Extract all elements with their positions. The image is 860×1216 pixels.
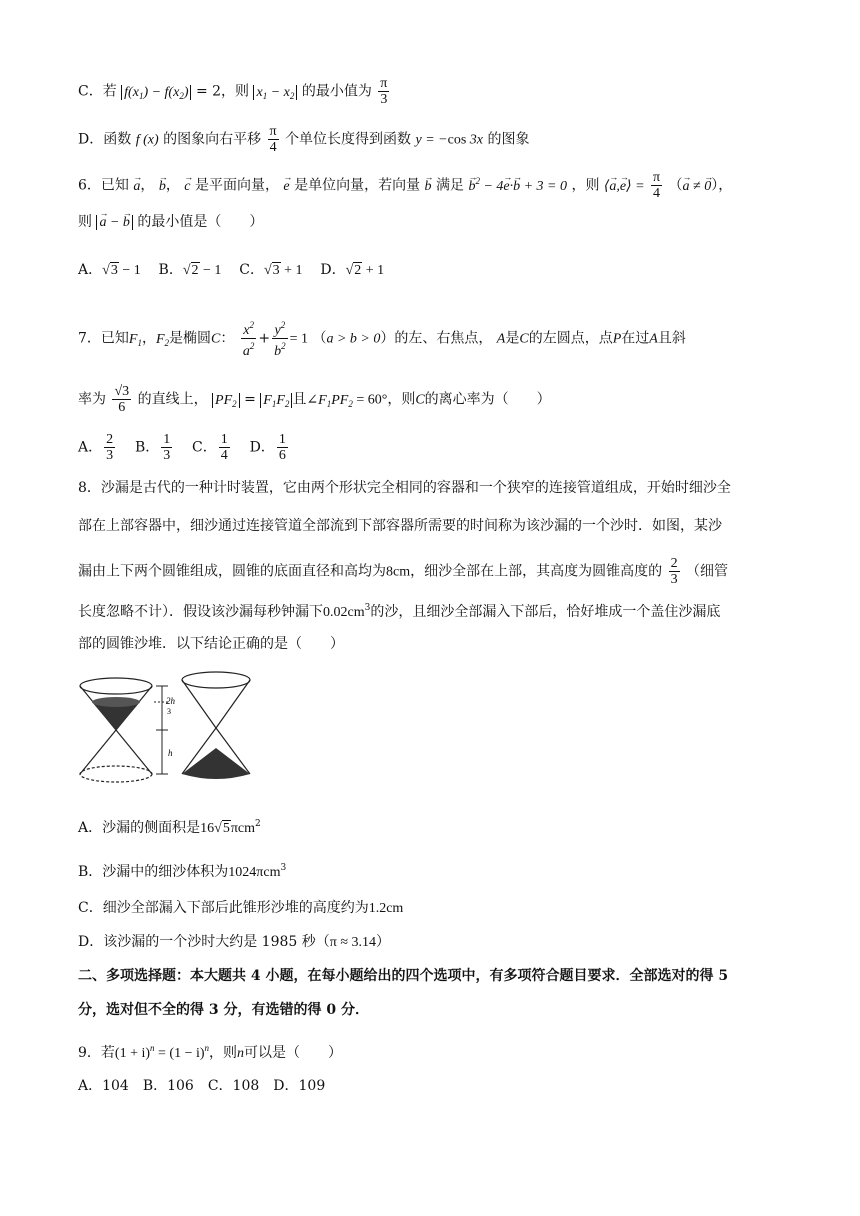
q8-line2: 部在上部容器中，细沙通过连接管道全部流到下部容器所需要的时间称为该沙漏的一个沙时．如图，某沙 [78, 518, 722, 534]
q5-option-c: C．若 $f(x_1) - f(x_2) = 2$，则 $x_1 - x_2$ 的最小值为 $\frac{\pi}{3}$ [78, 76, 388, 107]
sand-bottom [182, 748, 250, 779]
q8-option-c: C．细沙全部漏入下部后此锥形沙堆的高度约为1.2cm [78, 900, 404, 916]
q8-line5: 部的圆锥沙堆．以下结论正确的是（ ） [78, 636, 344, 652]
q6-stem-line2: 则 → a − → b 的最小值是（ ） [78, 212, 263, 233]
q9-stem: 9．若$(1 + i)^n = (1 - i)^n$，则n可以是（ ） [78, 1043, 343, 1061]
q6-stem-line1: 6．已知 → a， → b， → c 是平面向量， → e 是单位向量，若向量 → b 满足 → $b^2 - 4\to e\cdot\to b + 3 = 0$ ，则 ⟨→ a,→ e⟩ = $\frac{\pi}{4}$ （→ a ≠ → 0）， [78, 170, 732, 201]
fraction: $\frac{\pi}{4}$ [652, 170, 661, 201]
svg-text:h: h [168, 748, 173, 758]
hourglass-figure [76, 668, 276, 788]
section2-header-line2: 分，选对但不全的得 3 分，有选错的得 0 分． [78, 1002, 369, 1018]
q8-option-a: A．沙漏的侧面积是16√5πcm$^2$ [78, 819, 261, 836]
q5-option-d: D．函数 f (x) 的图象向右平移 $\frac{\pi}{4}$ 个单位长度得到函数 y = −cos 3x 的图象 [78, 124, 530, 155]
q8-option-b: B．沙漏中的细沙体积为1024πcm$^3$ [78, 863, 287, 880]
q8-line3: 漏由上下两个圆锥组成，圆锥的底面直径和高均为8cm，细沙全部在上部，其高度为圆锥高度的 $\frac{2}{3}$ （细管 [78, 556, 729, 587]
fraction: $\frac{\pi}{3}$ [380, 76, 388, 107]
svg-text:2h: 2h [166, 696, 175, 706]
q7-stem-line1: 7．已知$F_1$，$F_2$是椭圆C： $\frac{x^2}{a^2}$ + $\frac{y^2}{b^2}$ = 1 （a > b > 0）的左、右焦点， A是C的左圆点，点P在过A且斜 [78, 320, 686, 359]
svg-text:3: 3 [167, 707, 171, 716]
q8-line4: 长度忽略不计）．假设该沙漏每秒钟漏下$0.02cm^3$的沙，且细沙全部漏入下部后，恰好堆成一个盖住沙漏底 [78, 603, 721, 620]
q7-stem-line2: 率为 $\frac{√3}{6}$ 的直线上， $PF_2 = F_1F_2$ 且$\angle F_1PF_2 = 60^\circ$，则C的离心率为（ ） [78, 384, 551, 415]
q9-options: A．104 B．106 C．108 D．109 [78, 1078, 326, 1094]
section2-header-line1: 二、多项选择题：本大题共 4 小题，在每小题给出的四个选项中，有多项符合题目要求．全部选对的得 5 [78, 968, 729, 984]
abs-diff: $x_1 - x_2$ [253, 85, 297, 100]
fraction: $\frac{\pi}{4}$ [269, 124, 277, 155]
abs-expression: $f(x_1) - f(x_2)$ [121, 85, 191, 100]
q8-option-d: D．该沙漏的一个沙时大约是 1985 秒（π ≈ 3.14） [78, 934, 391, 950]
q8-line1: 8．沙漏是古代的一种计时装置，它由两个形状完全相同的容器和一个狭窄的连接管道组成，开始时细沙全 [78, 480, 731, 496]
q7-options: A． $\frac{2}{3}$ B． $\frac{1}{3}$ C． $\frac{1}{4}$ D． $\frac{1}{6}$ [78, 432, 286, 463]
q6-options: A．√3 − 1 B．√2 − 1 C．√3 + 1 D．√2 + 1 [78, 262, 385, 278]
